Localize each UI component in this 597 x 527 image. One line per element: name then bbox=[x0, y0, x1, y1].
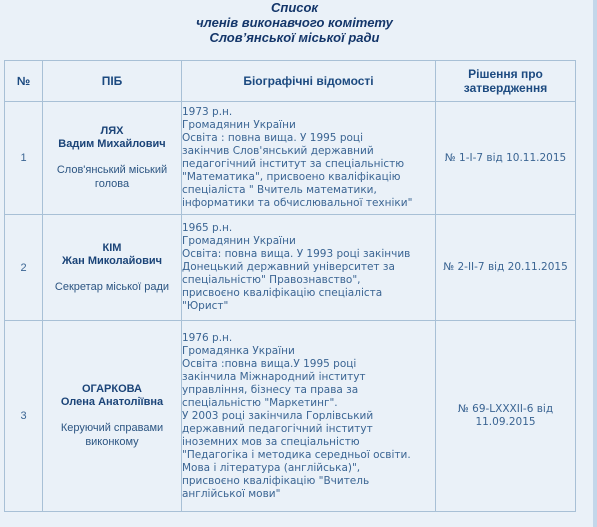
person-surname: ОГАРКОВА bbox=[82, 383, 142, 395]
person-role: Керуючий справами виконкому bbox=[60, 422, 164, 448]
person-surname: ЛЯХ bbox=[100, 125, 124, 137]
person-cell bbox=[43, 215, 182, 321]
bio-line: "Математика", присвоено кваліфікацію bbox=[182, 171, 401, 183]
bio-line: державний педагогічний інститут bbox=[182, 422, 373, 435]
bio-line: "Педагогіка і методика середньої освіти. bbox=[182, 448, 411, 461]
bio-line: 1965 р.н. bbox=[182, 222, 233, 234]
person-given-name: Жан Миколайович bbox=[61, 254, 163, 267]
bio-line: інформатики та обчислювальної техніки" bbox=[182, 197, 413, 209]
table-header-row bbox=[5, 61, 576, 102]
page-right-border bbox=[593, 0, 597, 527]
bio-line: спеціальністю "Маркетинг". bbox=[182, 396, 338, 409]
bio-line: іноземних мов за спеціальністю bbox=[182, 435, 360, 448]
table-row bbox=[5, 215, 576, 321]
bio-line: управління, бізнесу та права за bbox=[182, 383, 359, 396]
title-line-1: Список bbox=[270, 0, 319, 15]
column-header-number: № bbox=[5, 61, 43, 102]
column-header-decision: Рішення про затвердження bbox=[436, 61, 576, 102]
decision-cell: № 1-I-7 від 10.11.2015 bbox=[436, 102, 576, 215]
page-title bbox=[0, 0, 589, 45]
bio-line: англійської мови" bbox=[182, 487, 281, 500]
person-role: Секретар міської ради bbox=[54, 280, 170, 293]
members-table bbox=[4, 60, 576, 512]
person-given-name: Вадим Михайлович bbox=[58, 138, 166, 150]
bio-line: Освіта : повна вища. У 1995 році bbox=[182, 132, 363, 144]
bio-line: закінчила Міжнародний інститут bbox=[182, 370, 366, 383]
bio-line: Донецький державний університет за bbox=[182, 261, 395, 273]
person-role: Слов'янський міський голова bbox=[56, 164, 168, 190]
decision-cell: № 2-II-7 від 20.11.2015 bbox=[436, 215, 576, 321]
bio-line: Мова і література (англійська)", bbox=[182, 461, 361, 474]
title-line-2: членів виконавчого комітету bbox=[196, 15, 393, 30]
bio-line: педагогічний інститут за спеціальністю bbox=[182, 158, 405, 170]
bio-line: "Юрист" bbox=[182, 300, 229, 312]
bio-line: присвоєно кваліфікацію спеціаліста bbox=[182, 287, 383, 299]
bio-line: Освіта: повна вища. У 1993 році закінчив bbox=[182, 248, 411, 260]
title-line-3: Слов’янської міської ради bbox=[209, 30, 380, 45]
person-given-name: Олена Анатоліївна bbox=[60, 396, 164, 408]
biography-cell bbox=[182, 102, 436, 215]
column-header-biography: Біографічні відомості bbox=[182, 61, 436, 102]
bio-line: Громадянка України bbox=[182, 344, 295, 357]
bio-line: У 2003 році закінчила Горлівський bbox=[182, 409, 374, 422]
biography-cell bbox=[182, 321, 436, 512]
person-surname: КІМ bbox=[102, 241, 122, 254]
bio-line: спеціальністю" Правознавство", bbox=[182, 274, 361, 286]
row-number: 1 bbox=[5, 102, 43, 215]
bio-line: присвоєно кваліфікацію "Вчитель bbox=[182, 474, 370, 487]
decision-cell: № 69-LXXXII-6 від 11.09.2015 bbox=[436, 321, 576, 512]
table-row bbox=[5, 321, 576, 512]
bio-line: Громадянин України bbox=[182, 235, 296, 247]
bio-line: Освіта :повна вища.У 1995 році bbox=[182, 357, 357, 370]
bio-line: 1976 р.н. bbox=[182, 331, 233, 344]
column-header-name: ПІБ bbox=[43, 61, 182, 102]
person-cell bbox=[43, 321, 182, 512]
bio-line: 1973 р.н. bbox=[182, 106, 233, 118]
row-number: 2 bbox=[5, 215, 43, 321]
person-cell bbox=[43, 102, 182, 215]
bio-line: Громадянин України bbox=[182, 119, 296, 131]
bio-line: спеціаліста " Вчитель математики, bbox=[182, 184, 377, 196]
row-number: 3 bbox=[5, 321, 43, 512]
biography-cell bbox=[182, 215, 436, 321]
table-row bbox=[5, 102, 576, 215]
bio-line: закінчив Слов'янський державний bbox=[182, 145, 374, 157]
